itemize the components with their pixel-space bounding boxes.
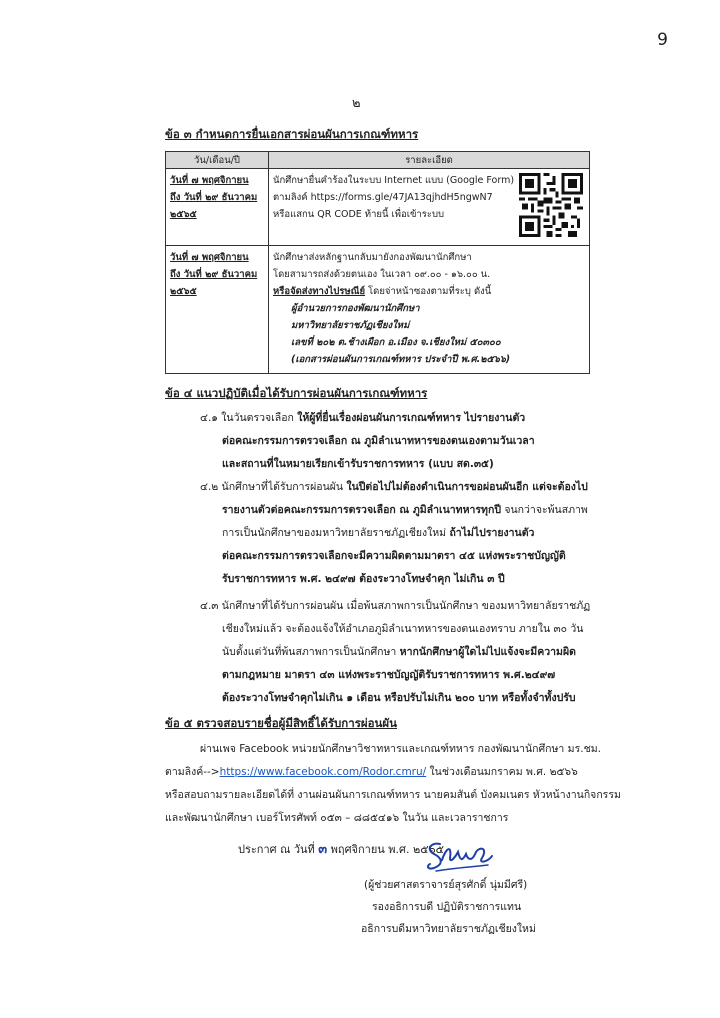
announce-suffix: พฤศจิกายน พ.ศ. ๒๕๖๕ [327, 843, 444, 856]
section3-heading: ข้อ ๓ กำหนดการยื่นเอกสารผ่อนผันการเกณฑ์ทหาร [165, 127, 419, 141]
s5-line3: หรือสอบถามรายละเอียดได้ที่ งานผ่อนผันการเกณฑ์ทหาร นายคมสันต์ บังคมเนตร หัวหน้างานกิจกรรม [165, 789, 621, 801]
row1-detail-line: หรือแสกน QR CODE ท้ายนี้ เพื่อเข้าระบบ [273, 209, 445, 220]
facebook-link[interactable]: https://www.facebook.com/Rodor.cmru/ [219, 766, 427, 778]
s4-p2-line4: ต่อคณะกรรมการตรวจเลือกจะมีความผิดตามมาตรา ๔๕ แห่งพระราชบัญญัติ [222, 550, 566, 562]
row2-detail-line [273, 283, 585, 300]
table-header-date: วัน/เดือน/ปี [166, 152, 269, 169]
table-row [166, 246, 590, 374]
s5-line1: ผ่านเพจ Facebook หน่วยนักศึกษาวิชาทหารและเกณฑ์ทหาร กองพัฒนานักศึกษา มร.ชม. [200, 743, 601, 755]
mail-option-label: หรือจัดส่งทางไปรษณีย์ [273, 286, 366, 297]
table-header-detail: รายละเอียด [269, 152, 590, 169]
s4-p1-line1 [200, 409, 525, 426]
s4-p2-text: จนกว่าจะพ้นสภาพ [501, 504, 588, 516]
s5-line4: และพัฒนานักศึกษา เบอร์โทรศัพท์ ๐๕๓ – ๘๘๕๔๑๖ ในวัน และเวลาราชการ [165, 812, 509, 824]
s4-p2-bold: ในปีต่อไปไม่ต้องดำเนินการขอผ่อนผันอีก แต่จะต้องไป [346, 481, 588, 493]
s4-p3-text: นับตั้งแต่วันที่พ้นสภาพการเป็นนักศึกษา [222, 646, 400, 658]
address-line: มหาวิทยาลัยราชภัฏเชียงใหม่ [291, 320, 410, 331]
row2-detail [269, 246, 590, 374]
row2-date-line: ถึง วันที่ ๒๙ ธันวาคม [170, 269, 258, 280]
qr-code-icon[interactable] [519, 173, 583, 237]
signature-image [422, 838, 496, 874]
row2-detail-line: โดยสามารถส่งด้วยตนเอง ในเวลา ๐๙.๐๐ - ๑๖.๐๐ น. [273, 269, 491, 280]
s4-p2-line2 [222, 501, 588, 518]
row2-detail-line: นักศึกษาส่งหลักฐานกลับมายังกองพัฒนานักศึกษา [273, 252, 472, 263]
s4-p3-line2: เชียงใหม่แล้ว จะต้องแจ้งให้อำเภอภูมิลำเนาทหารของตนเองทราบ ภายใน ๓๐ วัน [222, 623, 584, 635]
section4-heading: ข้อ ๔ แนวปฏิบัติเมื่อได้รับการผ่อนผันการเกณฑ์ทหาร [165, 386, 428, 400]
table-row [166, 169, 590, 246]
schedule-table [165, 151, 590, 374]
signer-position-1: รองอธิการบดี ปฏิบัติราชการแทน [372, 901, 522, 913]
section5-heading: ข้อ ๕ ตรวจสอบรายชื่อผู้มีสิทธิ์ได้รับการผ่อนผัน [165, 716, 397, 730]
row1-date-line: วันที่ ๗ พฤศจิกายน [170, 175, 249, 186]
row1-date-line: ถึง วันที่ ๒๙ ธันวาคม [170, 192, 258, 203]
mailing-address [273, 300, 585, 368]
s4-p2-line5: รับราชการทหาร พ.ศ. ๒๔๙๗ ต้องระวางโทษจำคุก ไม่เกิน ๓ ปี [222, 573, 505, 585]
address-line: ผู้อำนวยการกองพัฒนานักศึกษา [291, 303, 420, 314]
s4-p3-line1: ๔.๓ นักศึกษาที่ได้รับการผ่อนผัน เมื่อพ้นสภาพการเป็นนักศึกษา ของมหาวิทยาลัยราชภัฏ [200, 600, 591, 612]
google-form-link[interactable]: ตามลิงค์ https://forms.gle/47JA13qjhdH5ngwN7 [273, 192, 493, 203]
row2-date [166, 246, 269, 374]
s4-p2-text: การเป็นนักศึกษาของมหาวิทยาลัยราชภัฏเชียงใหม่ [222, 527, 450, 539]
s5-link-prefix: ตามลิงค์--> [165, 766, 220, 778]
row1-date [166, 169, 269, 246]
s4-p2-text: ๔.๒ นักศึกษาที่ได้รับการผ่อนผัน [200, 481, 347, 493]
s4-p2-line3 [222, 524, 534, 541]
announce-day: ๓ [318, 842, 328, 857]
address-line: เลขที่ ๒๐๒ ต.ช้างเผือก อ.เมือง จ.เชียงใหม่ ๕๐๓๐๐ [291, 337, 501, 348]
s5-link-suffix: ในช่วงเดือนมกราคม พ.ศ. ๒๕๖๖ [426, 766, 578, 778]
s4-p1-line3: และสถานที่ในหมายเรียกเข้ารับราชการทหาร (แบบ สด.๓๕) [222, 458, 494, 470]
s4-p2-bold: ถ้าไม่ไปรายงานตัว [449, 527, 535, 539]
s4-p1-text: ๔.๑ ในวันตรวจเลือก [200, 412, 298, 424]
s4-p1-bold: ให้ผู้ที่ยื่นเรื่องผ่อนผันการเกณฑ์ทหาร ไปรายงานตัว [297, 412, 526, 424]
signer-position-2: อธิการบดีมหาวิทยาลัยราชภัฏเชียงใหม่ [361, 923, 536, 935]
signer-name: (ผู้ช่วยศาสตราจารย์สุรศักดิ์ นุ่มมีศรี) [364, 879, 528, 891]
announce-date [238, 838, 444, 859]
row2-date-line: วันที่ ๗ พฤศจิกายน [170, 252, 249, 263]
row1-date-line: ๒๕๖๕ [170, 209, 197, 220]
s5-line2 [165, 763, 578, 780]
row1-detail [269, 169, 590, 246]
s4-p2-bold: รายงานตัวต่อคณะกรรมการตรวจเลือก ณ ภูมิลำเนาทหารทุกปี [222, 504, 501, 516]
s4-p3-bold: หากนักศึกษาผู้ใดไม่ไปแจ้งจะมีความผิด [399, 646, 576, 658]
row1-detail-line: นักศึกษายื่นคำร้องในระบบ Internet แบบ (Google Form) [273, 175, 515, 186]
address-line: (เอกสารผ่อนผันการเกณฑ์ทหาร ประจำปี พ.ศ.๒๕๖๖) [291, 354, 511, 365]
mail-option-text: โดยจ่าหน้าซองตามที่ระบุ ดังนี้ [365, 286, 492, 297]
s4-p2-line1 [200, 478, 588, 495]
row2-date-line: ๒๕๖๕ [170, 286, 197, 297]
announce-prefix: ประกาศ ณ วันที่ [238, 843, 319, 856]
s4-p3-line3 [222, 643, 576, 660]
s4-p1-line2: ต่อคณะกรรมการตรวจเลือก ณ ภูมิลำเนาทหารของตนเองตามวันเวลา [222, 435, 535, 447]
page-number: 9 [657, 30, 668, 50]
s4-p3-line5: ต้องระวางโทษจำคุกไม่เกิน ๑ เดือน หรือปรับไม่เกิน ๒๐๐ บาท หรือทั้งจำทั้งปรับ [222, 692, 576, 704]
s4-p3-line4: ตามกฎหมาย มาตรา ๔๓ แห่งพระราชบัญญัติรับราชการทหาร พ.ศ.๒๔๙๗ [222, 669, 556, 681]
thai-page-number: ๒ [352, 96, 361, 111]
